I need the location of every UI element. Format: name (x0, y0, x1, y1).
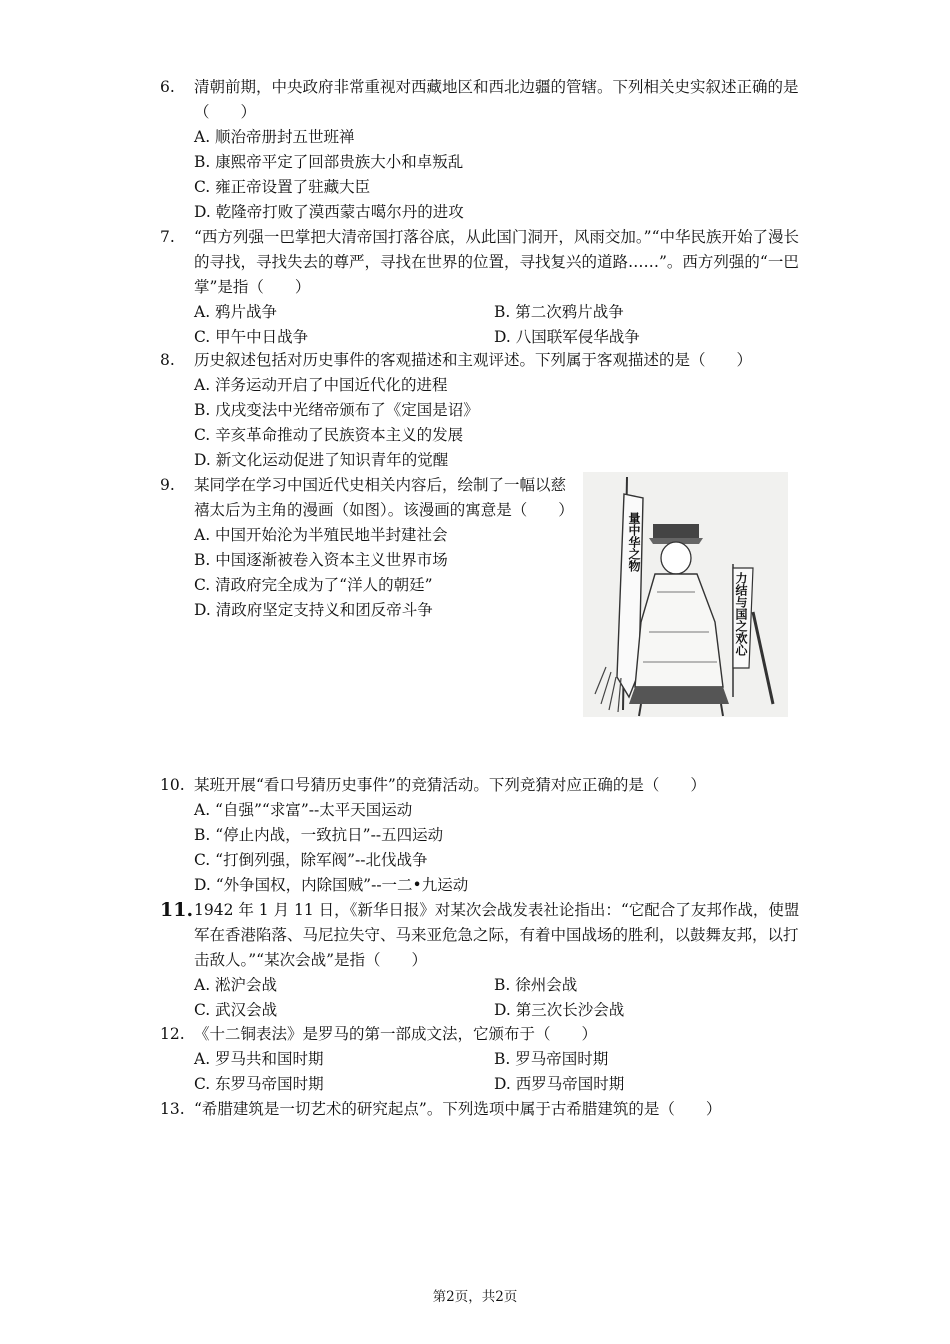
page-footer: 第2页，共2页 (432, 1289, 518, 1305)
option-a: A. 罗马共和国时期 (194, 1050, 324, 1068)
question-stem: 1942 年 1 月 11 日，《新华日报》对某次会战发表社论指出：“它配合了友邦作战，使盟军在香港陷落、马尼拉失守、马来亚危急之际，有着中国战场的胜利，以鼓舞友邦，以打击敌人。”“某次会战”是指（ ） (194, 901, 800, 969)
question-number: 9. (160, 476, 175, 494)
question-stem: 历史叙述包括对历史事件的客观描述和主观评述。下列属于客观描述的是（ ） (194, 351, 753, 369)
banner-left-text: 量中华之物 (627, 512, 641, 572)
question-6 (160, 75, 800, 225)
question-10 (160, 773, 800, 898)
question-11 (160, 898, 800, 1023)
option-a: A. 洋务运动开启了中国近代化的进程 (194, 376, 448, 394)
option-c: C. 东罗马帝国时期 (194, 1075, 324, 1093)
option-d: D. 八国联军侵华战争 (494, 328, 640, 346)
option-d: D. 乾隆帝打败了漠西蒙古噶尔丹的进攻 (194, 203, 464, 221)
option-b: B. 康熙帝平定了回部贵族大小和卓叛乱 (194, 153, 464, 171)
question-9 (160, 473, 574, 623)
question-stem: 某班开展“看口号猜历史事件”的竞猜活动。下列竞猜对应正确的是（ ） (194, 776, 706, 794)
question-12 (160, 1022, 800, 1097)
option-c: C. 武汉会战 (194, 1001, 278, 1019)
cixi-face (661, 542, 691, 574)
option-b: B. 徐州会战 (494, 976, 578, 994)
option-list (194, 973, 800, 1023)
question-number: 10. (160, 776, 185, 794)
option-b: B. 中国逐渐被卷入资本主义世界市场 (194, 551, 448, 569)
option-b: B. 罗马帝国时期 (494, 1050, 609, 1068)
question-stem: 某同学在学习中国近代史相关内容后，绘制了一幅以慈禧太后为主角的漫画（如图）。该漫画的寓意是（ ） (194, 476, 574, 519)
option-a: A. 顺治帝册封五世班禅 (194, 128, 355, 146)
headdress (653, 524, 699, 538)
option-a: A. 鸦片战争 (194, 303, 278, 321)
option-c: C. 雍正帝设置了驻藏大臣 (194, 178, 371, 196)
option-c: C. 甲午中日战争 (194, 328, 309, 346)
option-a: A. 中国开始沦为半殖民地半封建社会 (194, 526, 448, 544)
question-number: 6. (160, 78, 175, 96)
question-number: 13. (160, 1100, 185, 1118)
banner-right-text: 力结与国之欢心 (734, 572, 748, 656)
option-d: D. 清政府坚定支持义和团反帝斗争 (194, 601, 433, 619)
question-stem: “西方列强一巴掌把大清帝国打落谷底，从此国门洞开，风雨交加。”“中华民族开始了漫长的寻找，寻找失去的尊严，寻找在世界的位置，寻找复兴的道路……”。西方列强的“一巴掌”是指（ ） (194, 228, 800, 296)
question-stem: 《十二铜表法》是罗马的第一部成文法，它颁布于（ ） (194, 1025, 598, 1043)
option-a: A. “自强”“求富”--太平天国运动 (194, 801, 413, 819)
option-list (194, 125, 800, 225)
option-a: A. 淞沪会战 (194, 976, 278, 994)
option-list (194, 523, 570, 623)
option-d: D. 第三次长沙会战 (494, 1001, 625, 1019)
option-list (194, 300, 800, 350)
option-list (194, 1047, 800, 1097)
question-number: 11. (160, 899, 194, 921)
robe-hem (629, 687, 729, 704)
option-b: B. “停止内战，一致抗日”--五四运动 (194, 826, 444, 844)
option-d: D. “外争国权，内除国贼”--一二•九运动 (194, 876, 469, 894)
option-d: D. 西罗马帝国时期 (494, 1075, 625, 1093)
question-stem: “希腊建筑是一切艺术的研究起点”。下列选项中属于古希腊建筑的是（ ） (194, 1100, 722, 1118)
option-b: B. 第二次鸦片战争 (494, 303, 624, 321)
option-c: C. 清政府完全成为了“洋人的朝廷” (194, 576, 433, 594)
question-number: 8. (160, 351, 175, 369)
question-stem: 清朝前期，中央政府非常重视对西藏地区和西北边疆的管辖。下列相关史实叙述正确的是（ ） (194, 78, 799, 121)
cixi-cartoon-image (583, 472, 788, 717)
option-list (194, 373, 800, 473)
option-d: D. 新文化运动促进了知识青年的觉醒 (194, 451, 449, 469)
option-b: B. 戊戌变法中光绪帝颁布了《定国是诏》 (194, 401, 479, 419)
question-13 (160, 1097, 800, 1122)
question-7 (160, 225, 800, 350)
question-number: 12. (160, 1025, 185, 1043)
question-8 (160, 348, 800, 473)
option-list (194, 798, 800, 898)
option-c: C. 辛亥革命推动了民族资本主义的发展 (194, 426, 464, 444)
question-number: 7. (160, 228, 175, 246)
cartoon-drawing (583, 472, 788, 717)
option-c: C. “打倒列强，除军阀”--北伐战争 (194, 851, 428, 869)
